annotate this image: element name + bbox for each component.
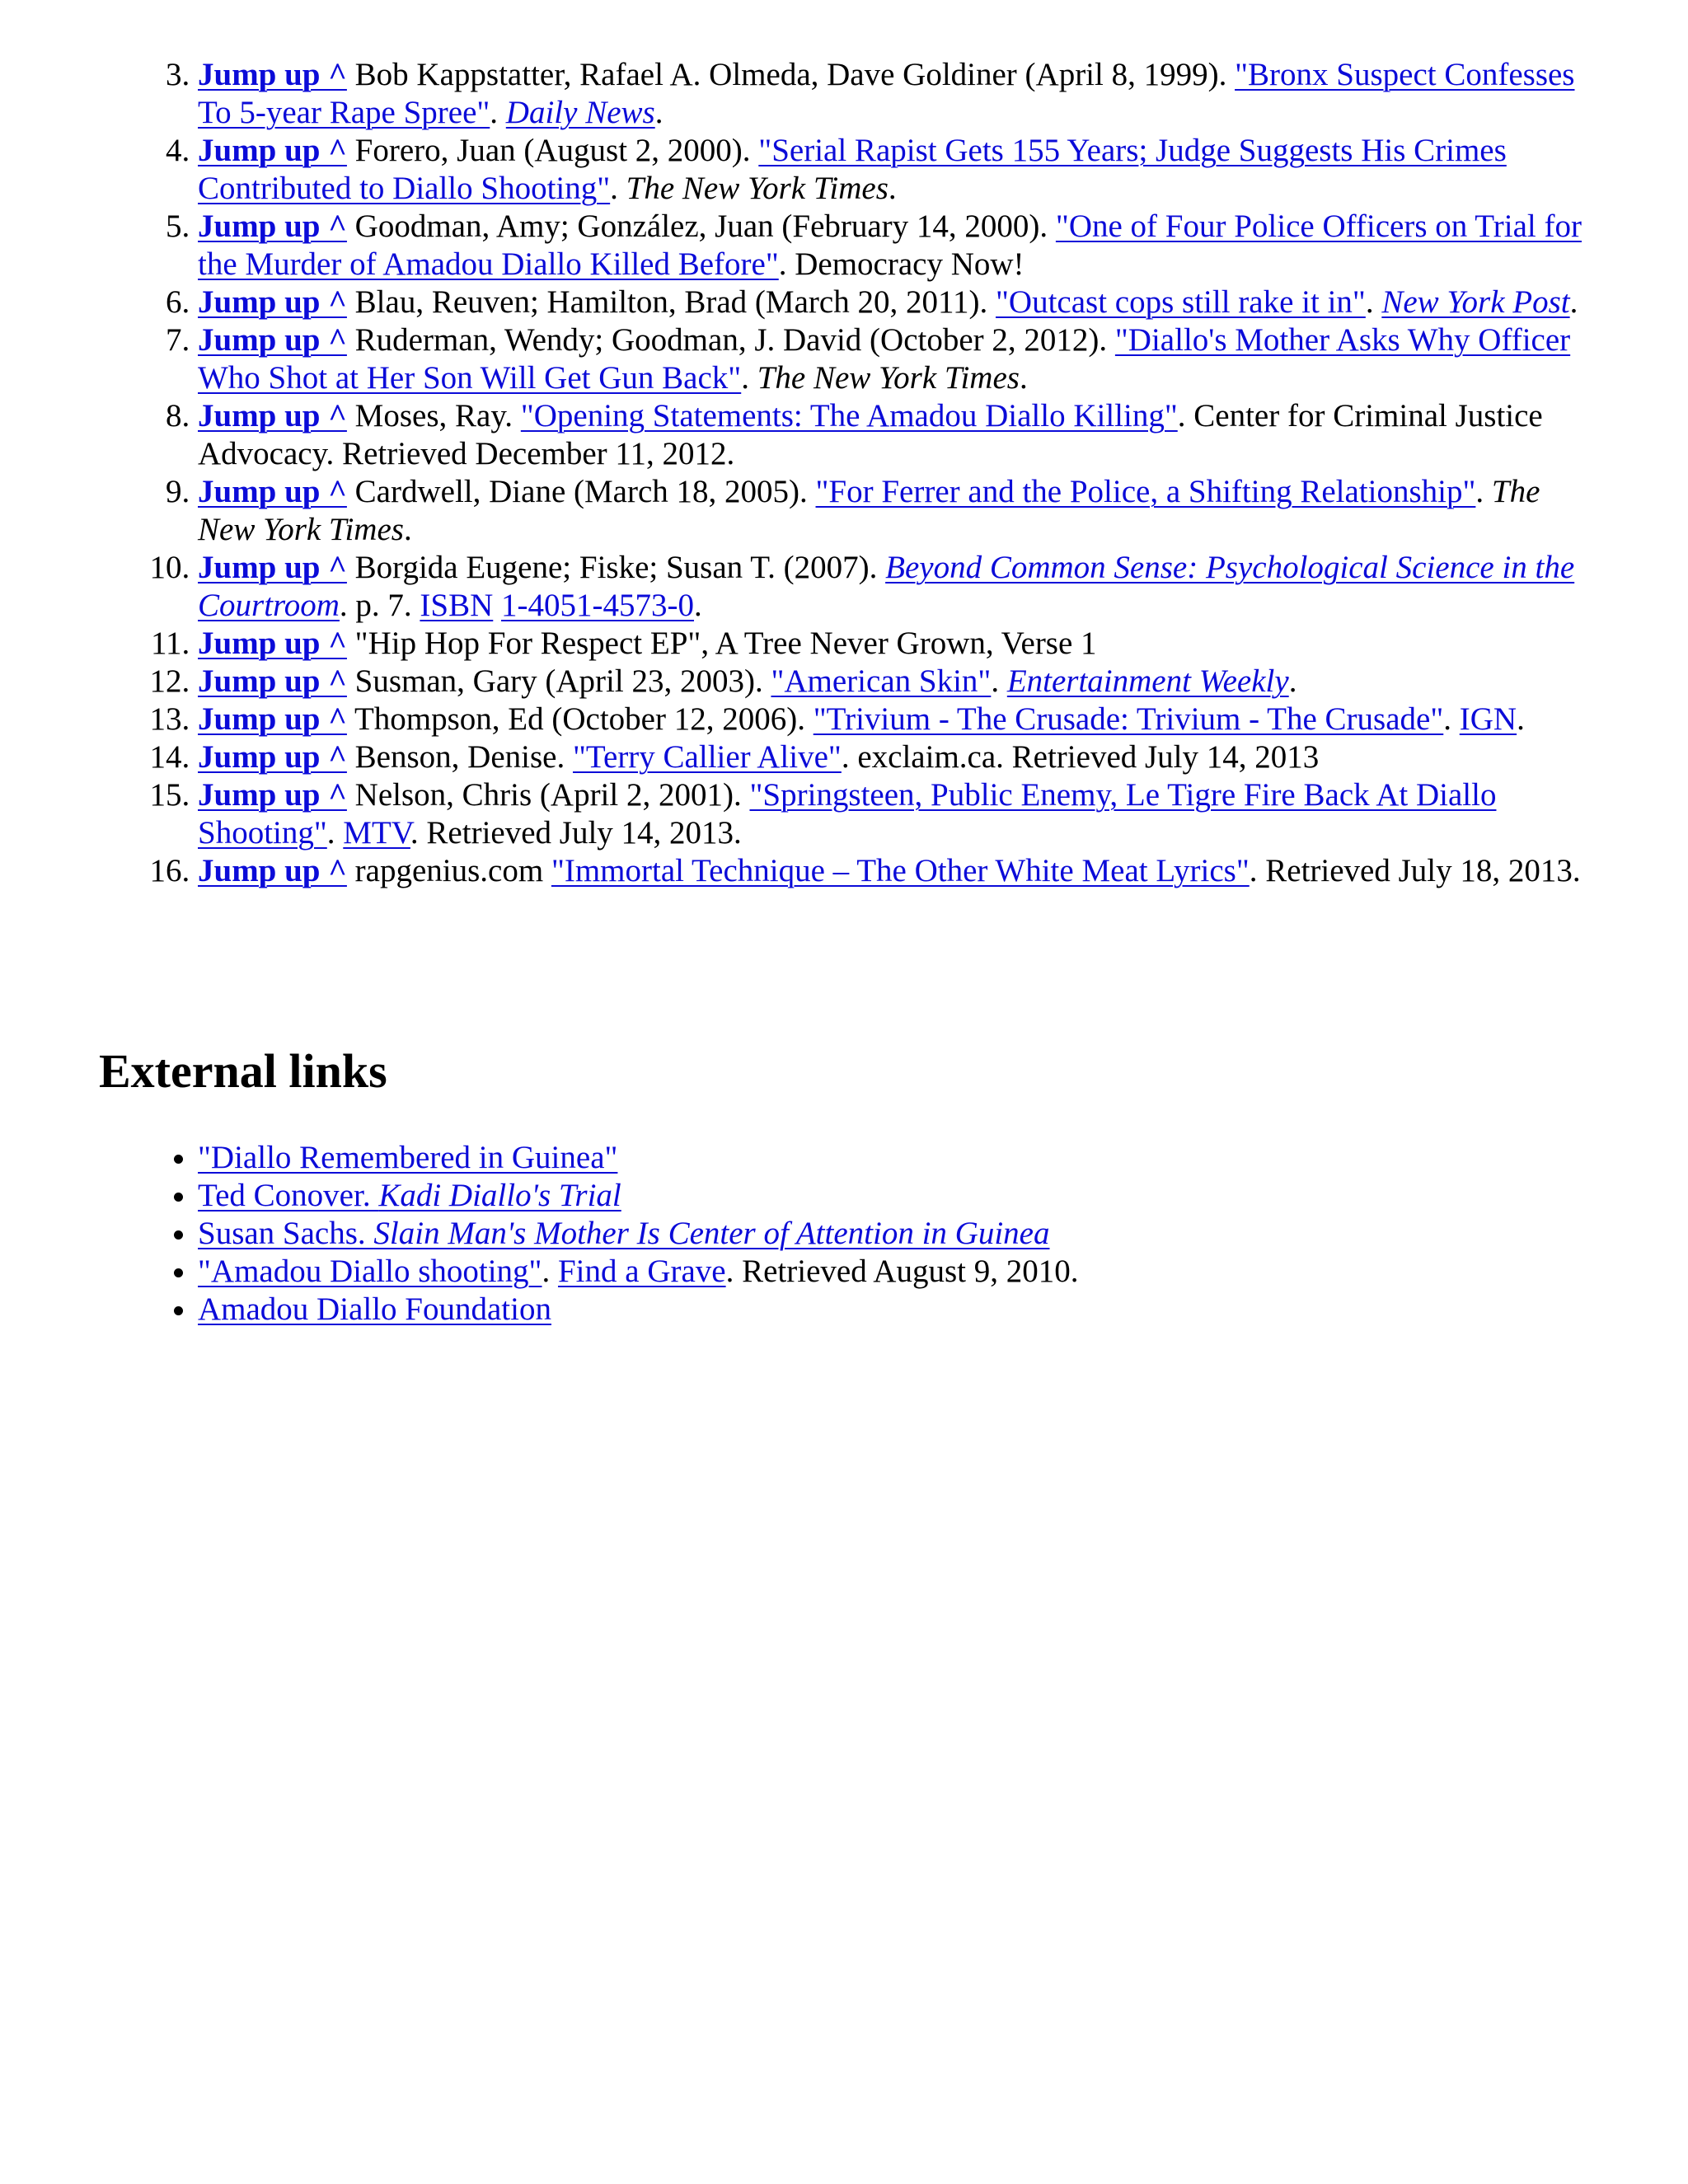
reference-work-link[interactable] [1007,663,1289,699]
external-link[interactable]: "Diallo Remembered in Guinea" [198,1140,618,1175]
reference-text: Goodman, Amy; González, Juan (February 14, 2000). [346,209,1056,244]
reference-work-link[interactable]: MTV [343,815,410,851]
reference-text: "Hip Hop For Respect EP", A Tree Never Grown, Verse 1 [346,626,1097,661]
jump-up-link[interactable]: Jump up ^ [198,474,347,509]
jump-up-link[interactable]: Jump up ^ [198,701,347,737]
reference-text: Thompson, Ed (October 12, 2006). [346,701,814,737]
reference-text: Moses, Ray. [346,398,521,434]
reference-title-link[interactable]: "Trivium - The Crusade: Trivium - The Crusade" [813,701,1444,737]
reference-item [198,132,1599,208]
work-title: Daily News [505,95,655,130]
reference-text: . [741,360,757,396]
jump-up-link[interactable]: Jump up ^ [198,284,347,320]
reference-text: Cardwell, Diane (March 18, 2005). [346,474,816,509]
jump-up-link[interactable]: Jump up ^ [198,550,347,585]
jump-up-link[interactable]: Jump up ^ [198,739,347,775]
reference-item [198,56,1599,132]
reference-item [198,776,1599,852]
link-title: Slain Man's Mother Is Center of Attention in Guinea [373,1216,1050,1251]
reference-item [198,663,1599,701]
jump-up-link[interactable]: Jump up ^ [198,626,347,661]
reference-text: . [1365,284,1382,320]
external-link-item [198,1177,1599,1215]
book-title: Beyond Common Sense: Psychological Science in the Courtroom [198,550,1575,623]
reference-text: . [654,95,663,130]
external-links-list [99,1139,1599,1329]
reference-item [198,397,1599,473]
reference-text: . Retrieved July 14, 2013. [410,815,742,851]
link-title: Kadi Diallo's Trial [378,1178,621,1213]
external-link[interactable]: "Amadou Diallo shooting" [198,1254,542,1289]
work-title: The New York Times [626,171,889,206]
reference-item [198,208,1599,284]
external-link-item [198,1139,1599,1177]
jump-up-link[interactable]: Jump up ^ [198,57,347,92]
reference-text: . [490,95,506,130]
external-link-item [198,1253,1599,1291]
external-link[interactable] [198,1178,621,1213]
reference-item [198,321,1599,397]
external-links-heading: External links [99,1044,387,1098]
reference-text: . Retrieved July 18, 2013. [1249,853,1581,888]
reference-title-link[interactable]: "Opening Statements: The Amadou Diallo Killing" [520,398,1178,434]
link-author: Susan Sachs. [198,1216,374,1251]
jump-up-link[interactable]: Jump up ^ [198,853,347,888]
reference-item [198,701,1599,738]
reference-title-link[interactable]: "Immortal Technique – The Other White Meat Lyrics" [551,853,1250,888]
reference-text: . Democracy Now! [778,246,1025,282]
reference-text: rapgenius.com [346,853,551,888]
reference-text: . [326,815,344,851]
reference-title-link[interactable]: "Serial Rapist Gets 155 Years; Judge Suggests His Crimes Contributed to Diallo Shooting" [198,133,1507,206]
reference-text: Blau, Reuven; Hamilton, Brad (March 20, 2011). [346,284,996,320]
jump-up-link[interactable]: Jump up ^ [198,663,347,699]
reference-text: Borgida Eugene; Fiske; Susan T. (2007). [346,550,886,585]
external-link[interactable]: Amadou Diallo Foundation [198,1291,551,1327]
reference-text: . [610,171,626,206]
external-link-item [198,1291,1599,1329]
reference-text: . [1569,284,1578,320]
reference-text: . [1517,701,1525,737]
work-title: Entertainment Weekly [1006,663,1289,699]
reference-title-link[interactable]: "For Ferrer and the Police, a Shifting Relationship" [815,474,1476,509]
isbn-label-link[interactable]: ISBN [420,588,494,623]
work-title: The New York Times [198,474,1540,547]
reference-text: . [1443,701,1460,737]
external-link[interactable] [198,1216,1049,1251]
reference-work-link[interactable]: IGN [1459,701,1517,737]
reference-item [198,549,1599,625]
reference-item [198,625,1599,663]
reference-text: Nelson, Chris (April 2, 2001). [346,777,750,813]
reference-title-link[interactable]: "Springsteen, Public Enemy, Le Tigre Fire Back At Diallo Shooting" [198,777,1497,851]
jump-up-link[interactable]: Jump up ^ [198,322,347,358]
reference-work-link[interactable] [506,95,655,130]
reference-title-link[interactable]: "One of Four Police Officers on Trial for the Murder of Amadou Diallo Killed Before" [198,209,1582,282]
work-title: New York Post [1381,284,1570,320]
reference-work-link[interactable] [1381,284,1569,320]
reference-text: . [1019,360,1028,396]
reference-text: Benson, Denise. [346,739,573,775]
jump-up-link[interactable]: Jump up ^ [198,133,347,168]
reference-text: . [1475,474,1492,509]
reference-text: Ruderman, Wendy; Goodman, J. David (October 2, 2012). [346,322,1115,358]
reference-title-link[interactable]: "American Skin" [771,663,992,699]
reference-text: . exclaim.ca. Retrieved July 14, 2013 [841,739,1320,775]
find-a-grave-link[interactable]: Find a Grave [557,1254,726,1289]
reference-text: . Retrieved August 9, 2010. [725,1254,1079,1289]
reference-title-link[interactable]: "Outcast cops still rake it in" [996,284,1366,320]
reference-text: Bob Kappstatter, Rafael A. Olmeda, Dave Goldiner (April 8, 1999). [346,57,1236,92]
references-list [99,56,1599,890]
reference-text: . [694,588,702,623]
jump-up-link[interactable]: Jump up ^ [198,777,347,813]
reference-text: Susman, Gary (April 23, 2003). [346,663,771,699]
reference-item [198,473,1599,549]
isbn-value-link[interactable]: 1-4051-4573-0 [501,588,694,623]
reference-text: . Center for Criminal Justice Advocacy. Retrieved December 11, 2012. [198,398,1543,471]
jump-up-link[interactable]: Jump up ^ [198,209,347,244]
reference-item [198,738,1599,776]
reference-title-link[interactable]: "Diallo's Mother Asks Why Officer Who Shot at Her Son Will Get Gun Back" [198,322,1571,396]
reference-item [198,284,1599,321]
link-author: Ted Conover. [198,1178,379,1213]
reference-text: . [403,512,412,547]
reference-text: . [542,1254,558,1289]
reference-text: . [991,663,1007,699]
external-link-item [198,1215,1599,1253]
work-title: The New York Times [757,360,1020,396]
reference-text: . [888,171,897,206]
reference-title-link[interactable]: "Bronx Suspect Confesses To 5-year Rape Spree" [198,57,1575,130]
reference-title-link[interactable]: "Terry Callier Alive" [572,739,842,775]
reference-text: . [1288,663,1297,699]
reference-text: . p. 7. [339,588,420,623]
reference-item [198,852,1599,890]
jump-up-link[interactable]: Jump up ^ [198,398,347,434]
reference-text: Forero, Juan (August 2, 2000). [346,133,759,168]
